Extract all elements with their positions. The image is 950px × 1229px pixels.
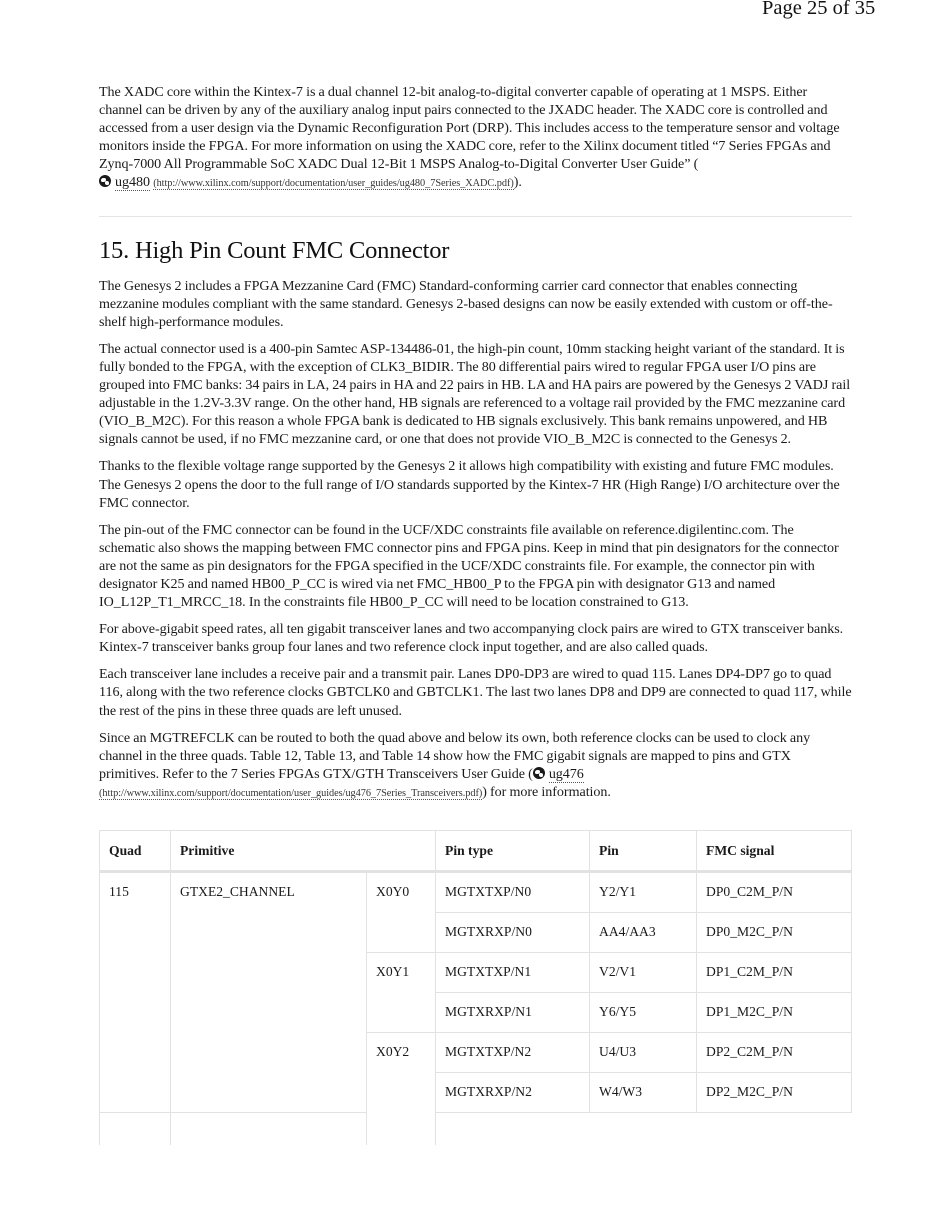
table-continuation-line: [170, 1107, 171, 1145]
ug476-link[interactable]: ug476: [548, 765, 584, 782]
mgtrefclk-paragraph-text: Since an MGTREFCLK can be routed to both the quad above and below its own, both reference clocks can be used to clock any channel in the three quads. Table 12, Table 13, and Table 14 show how the FMC gigabit signals are mapped to pins and GTX primitives. Refer to the 7 Series FPGAs GTX/GTH Transceivers User Guide (: [99, 729, 811, 782]
xadc-paragraph: [99, 83, 852, 194]
lanes-paragraph: Each transceiver lane includes a receive pair and a transmit pair. Lanes DP0-DP3 are wired to quad 115. Lanes DP4-DP7 go to quad 116, along with the two reference clocks GBTCLK0 and GBTCLK1. The last two lanes DP8 and DP9 are connected to quad 117, while the rest of the pins in these three quads are left unused.: [99, 666, 852, 719]
location-cell: X0Y2: [367, 1033, 436, 1113]
fmc-intro-paragraph: The Genesys 2 includes a FPGA Mezzanine Card (FMC) Standard-conforming carrier card connector that enables connecting mezzanine modules compliant with the same standard. Genesys 2-based designs can now be easily extended with custom or off-the-shelf high-performance modules.: [99, 277, 833, 330]
location-cell: X0Y1: [367, 953, 436, 1033]
primitive-cell: GTXE2_CHANNEL: [171, 872, 367, 1113]
xadc-paragraph-text: The XADC core within the Kintex-7 is a dual channel 12-bit analog-to-digital converter capable of operating at 1 MSPS. Either channel can be driven by any of the auxiliary analog input pairs connected to the JXADC header. The XADC core is controlled and accessed from a user design via the Dynamic Reconfiguration Port (DRP). This includes access to the temperature sensor and voltage monitors inside the FPGA. For more information on using the XADC core, refer to the Xilinx document titled “7 Series FPGAs and Zynq-7000 All Programmable SoC XADC Dual 12-Bit 1 MSPS Analog-to-Digital Converter User Guide” (: [99, 84, 840, 173]
pin-cell: Y2/Y1: [590, 872, 697, 913]
pinout-paragraph: The pin-out of the FMC connector can be found in the UCF/XDC constraints file available on reference.digilentinc.com. The schematic also shows the mapping between FMC connector pins and FPGA pins. Keep in mind that pin designators for the connector are not the same as pin designators for the FPGA specified in the UCF/XDC constraints file. For example, the connector pin with designator K25 and named HB00_P_CC is wired via net FMC_HB00_P to the FPGA pin with designator G13 and named IO_L12P_T1_MRCC_18. In the constraints file HB00_P_CC will need to be location constrained to G13.: [99, 521, 839, 611]
header-primitive: Primitive: [171, 831, 436, 872]
connector-paragraph: The actual connector used is a 400-pin Samtec ASP-134486-01, the high-pin count, 10mm stacking height variant of the standard. It is fully bonded to the FPGA, with the exception of CLK3_BIDIR. The 80 differential pairs wired to regular FPGA user I/O pins are grouped into FMC banks: 34 pairs in LA, 24 pairs in HA and 22 pairs in HB. LA and HA pairs are powered by the Genesys 2 VADJ rail adjustable in the 1.2V-3.3V range. On the other hand, HB signals are referenced to a voltage rail provided by the FMC mezzanine card (VIO_B_M2C). For this reason a whole FPGA bank is dedicated to HB signals exclusively. This bank remains unpowered, and HB signals cannot be used, if no FMC mezzanine card, or one that does not provide VIO_B_M2C is connected to the Genesys 2.: [99, 340, 851, 448]
header-pin-type: Pin type: [436, 831, 590, 872]
location-cell: X0Y0: [367, 872, 436, 953]
pin-type-cell: MGTXTXP/N0: [436, 872, 590, 913]
pin-cell: U4/U3: [590, 1033, 697, 1073]
page-number: Page 25 of 35: [762, 0, 876, 19]
header-pin: Pin: [590, 831, 697, 872]
pin-cell: AA4/AA3: [590, 913, 697, 953]
pin-cell: V2/V1: [590, 953, 697, 993]
globe-icon: [99, 175, 111, 187]
quad-cell: 115: [100, 872, 171, 1113]
document-body: [99, 83, 852, 812]
table-continuation-line: [99, 1107, 100, 1145]
fmc-signal-cell: DP0_M2C_P/N: [697, 913, 852, 953]
pin-type-cell: MGTXRXP/N0: [436, 913, 590, 953]
gigabit-paragraph: For above-gigabit speed rates, all ten gigabit transceiver lanes and two accompanying clock pairs are wired to GTX transceiver banks. Kintex-7 transceiver banks group four lanes and two reference clock input together, and are also called quads.: [99, 621, 844, 656]
table-header-row: [100, 831, 852, 872]
fmc-signal-cell: DP0_C2M_P/N: [697, 872, 852, 913]
fmc-signal-cell: DP1_M2C_P/N: [697, 993, 852, 1033]
header-fmc-signal: FMC signal: [697, 831, 852, 872]
section-title: 15. High Pin Count FMC Connector: [99, 236, 450, 264]
ug480-url[interactable]: (http://www.xilinx.com/support/documentation/user_guides/ug480_7Series_XADC.pdf): [153, 178, 514, 190]
pin-type-cell: MGTXRXP/N1: [436, 993, 590, 1033]
pin-cell: W4/W3: [590, 1073, 697, 1113]
table-continuation-line: [366, 1107, 367, 1145]
header-quad: Quad: [100, 831, 171, 872]
section-divider: [99, 216, 852, 217]
mgtrefclk-paragraph: [99, 729, 852, 803]
ug480-link[interactable]: ug480: [115, 174, 150, 191]
fmc-gigabit-table: [99, 830, 852, 1113]
fmc-signal-cell: DP1_C2M_P/N: [697, 953, 852, 993]
table-row: [100, 872, 852, 913]
fmc-signal-cell: DP2_M2C_P/N: [697, 1073, 852, 1113]
mgtrefclk-paragraph-suffix: ) for more information.: [482, 783, 611, 800]
voltage-paragraph: Thanks to the flexible voltage range supported by the Genesys 2 it allows high compatibility with existing and future FMC modules. The Genesys 2 opens the door to the full range of I/O standards supported by the Kintex-7 HR (High Range) I/O architecture over the FMC connector.: [99, 458, 840, 511]
fmc-signal-cell: DP2_C2M_P/N: [697, 1033, 852, 1073]
table-continuation-line: [435, 1107, 436, 1145]
pin-cell: Y6/Y5: [590, 993, 697, 1033]
pin-type-cell: MGTXRXP/N2: [436, 1073, 590, 1113]
ug476-url[interactable]: (http://www.xilinx.com/support/documentation/user_guides/ug476_7Series_Transceivers.pdf): [99, 787, 483, 799]
globe-icon: [533, 767, 545, 779]
pin-type-cell: MGTXTXP/N2: [436, 1033, 590, 1073]
xadc-paragraph-suffix: ).: [513, 174, 522, 191]
pin-type-cell: MGTXTXP/N1: [436, 953, 590, 993]
